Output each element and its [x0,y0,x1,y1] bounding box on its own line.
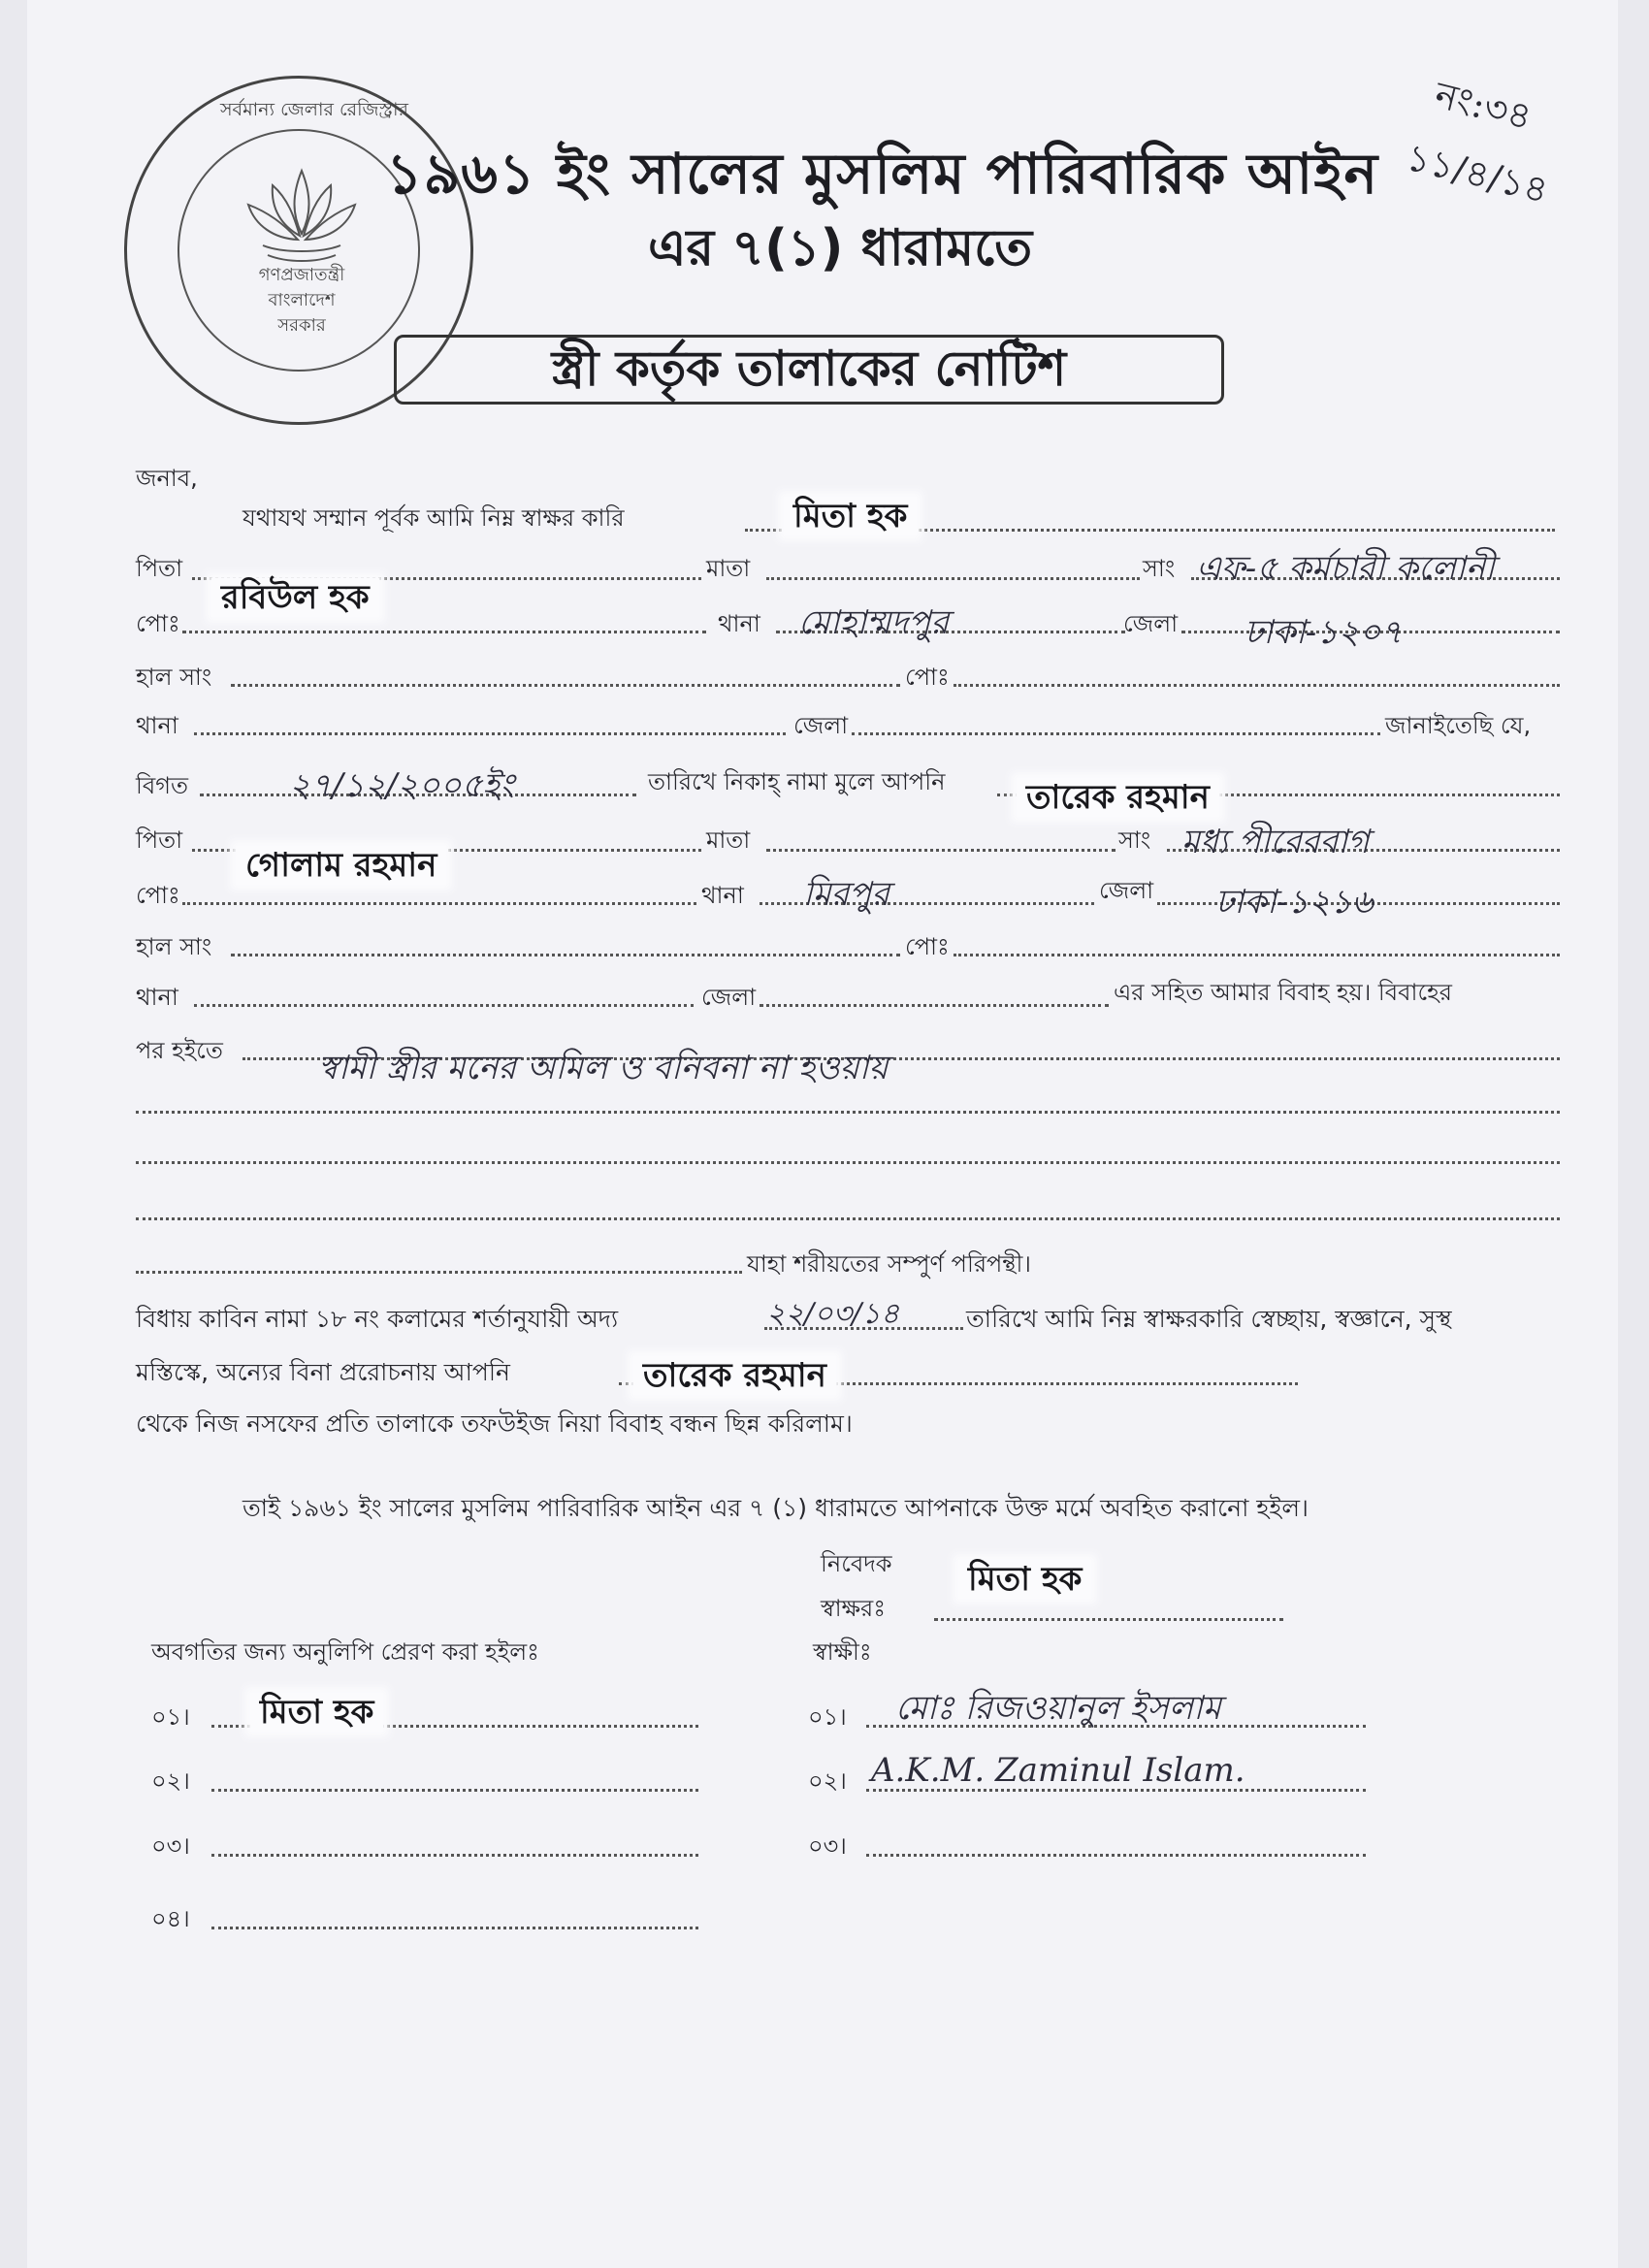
label-sang: সাং [1143,555,1176,582]
label-mata: মাতা [706,555,751,582]
label-thana: থানা [718,610,760,637]
witness-number-1: ০১। [808,1703,847,1731]
closing-text: তাই ১৯৬১ ইং সালের মুসলিম পারিবারিক আইন এর ৭ (১) ধারামতে আপনাকে উক্ত মর্মে অবহিত করানো হইল। [242,1494,1309,1522]
label-po-4: পোঃ [905,933,950,960]
wife-thana-handwritten: মোহাম্মদপুর [798,603,950,642]
reason-handwritten: স্বামী স্ত্রীর মনের অমিল ও বনিবনা না হওয়ায় [318,1049,889,1087]
shariah-text: যাহা শরীয়তের সম্পুর্ণ পরিপন্থী। [747,1250,1031,1278]
dots-line [760,1004,1109,1007]
label-pita: পিতা [136,555,183,582]
wife-sang-handwritten: এফ-৫ কর্মচারী কলোনী [1196,549,1495,588]
witness-number-3: ০৩। [808,1832,847,1860]
seal-outer-text: সর্বমান্য জেলার রেজিস্ট্রার [220,99,408,120]
label-thana-3: থানা [701,882,744,909]
kabin-text-1: বিধায় কাবিন নামা ১৮ নং কলামের শর্তানুযায়ী অদ্য [136,1305,619,1333]
dots-line [934,1618,1283,1621]
sakkhor-label: স্বাক্ষরঃ [821,1595,887,1622]
dots-line [211,1854,698,1857]
label-thana-4: থানা [136,984,178,1011]
label-mata-2: মাতা [706,826,751,854]
label-po-3: পোঃ [136,882,180,909]
husband-thana-handwritten: মিরপুর [803,875,890,914]
copy-number-1: ০১। [151,1703,190,1731]
document-page [27,0,1618,2268]
witness-heading: স্বাক্ষীঃ [813,1638,872,1666]
husband-name-2: তারেক রহমান [633,1356,836,1395]
dots-line [766,849,1116,852]
dots-line [852,732,1380,735]
witness-number-2: ০২। [808,1767,847,1795]
marriage-date-handwritten: ২৭/১২/২০০৫ইং [289,766,514,805]
label-thana-2: থানা [136,712,178,739]
copy-number-3: ০৩। [151,1832,190,1860]
copy-1-name: মিতা হক [250,1693,383,1732]
copy-heading: অবগতির জন্য অনুলিপি প্রেরণ করা হইলঃ [151,1638,539,1666]
dots-line [194,732,786,735]
label-por-hoite: পর হইতে [136,1037,223,1064]
husband-jela-handwritten: ঢাকা-১২১৬ [1215,883,1374,922]
husband-sang-handwritten: মধ্য পীরেরবাগ [1181,823,1370,861]
husband-name: তারেক রহমান [1017,778,1219,817]
marriage-text: এর সহিত আমার বিবাহ হয়। বিবাহের [1114,979,1452,1006]
notice-title-box [394,335,1224,405]
dots-line [231,954,900,956]
notice-title: স্ত্রী কর্তৃক তালাকের নোটিশ [551,340,1067,397]
dots-line [182,631,706,633]
wife-jela-handwritten: ঢাকা-১২০৭ [1245,613,1403,652]
seal-inner-text: গণপ্রজাতন্ত্রী বাংলাদেশ সরকার [258,265,345,336]
label-po: পোঃ [136,610,180,637]
husband-father-name: গোলাম রহমান [236,846,446,885]
dots-line [211,1789,698,1792]
label-jela: জেলা [1123,610,1179,637]
dots-line [954,954,1560,956]
corner-note-date: ১১/৪/১৪ [1402,135,1553,212]
label-jela-4: জেলা [701,984,757,1011]
copy-number-4: ০৪। [151,1905,190,1932]
witness-2-signature: A.K.M. Zaminul Islam. [871,1751,1245,1790]
label-jela-2: জেলা [793,712,849,739]
nibedok-label: নিবেদক [821,1550,892,1577]
page-subtitle: এর ৭(১) ধারামতে [648,219,1033,277]
label-hal-sang-2: হাল সাং [136,933,212,960]
kabin-text-3: মস্তিস্কে, অন্যের বিনা প্ররোচনায় আপনি [136,1358,510,1386]
label-pita-2: পিতা [136,826,183,854]
copy-number-2: ০২। [151,1767,190,1795]
dots-line [766,577,1140,580]
wife-name: মিতা হক [784,497,917,535]
dots-line [954,684,1560,687]
salutation: জনাব, [136,465,198,492]
dots-line [866,1854,1366,1857]
dots-line [136,1111,1560,1114]
wife-father-name: রবিউল হক [211,578,379,617]
dots-line [182,902,696,905]
signer-name: মিতা হক [958,1560,1091,1599]
kabin-text-2: তারিখে আমি নিম্ন স্বাক্ষরকারি স্বেচ্ছায়, স্বজ্ঞানে, সুস্থ [966,1305,1452,1333]
kabin-text-4: থেকে নিজ নসফের প্রতি তালাকে তফউইজ নিয়া বিবাহ বন্ধন ছিন্ন করিলাম। [136,1409,853,1438]
janaitechi-text: জানাইতেছি যে, [1385,712,1532,739]
dots-line [211,1927,698,1929]
nikah-text: তারিখে নিকাহ্ নামা মুলে আপনি [648,768,946,795]
dots-line [764,1327,963,1330]
dots-line [136,1271,742,1274]
corner-note-number: নং:৩৪ [1430,73,1536,139]
label-sang-2: সাং [1118,826,1151,854]
label-hal-sang: হাল সাং [136,664,212,691]
dots-line [136,1161,1560,1164]
witness-1-signature: মোঃ রিজওয়ানুল ইসলাম [895,1689,1221,1728]
label-jela-3: জেলা [1099,877,1154,904]
label-bigoto: বিগত [136,772,188,799]
page-title: ১৯৬১ ইং সালের মুসলিম পারিবারিক আইন [386,141,1379,207]
label-po-2: পোঃ [905,664,950,691]
dots-line [194,1004,694,1007]
dots-line [136,1217,1560,1220]
intro-text: যথাযথ সম্মান পূর্বক আমি নিম্ন স্বাক্ষর কারি [242,504,625,532]
dots-line [231,684,900,687]
talak-date-handwritten: ২২/০৩/১৪ [766,1297,900,1331]
